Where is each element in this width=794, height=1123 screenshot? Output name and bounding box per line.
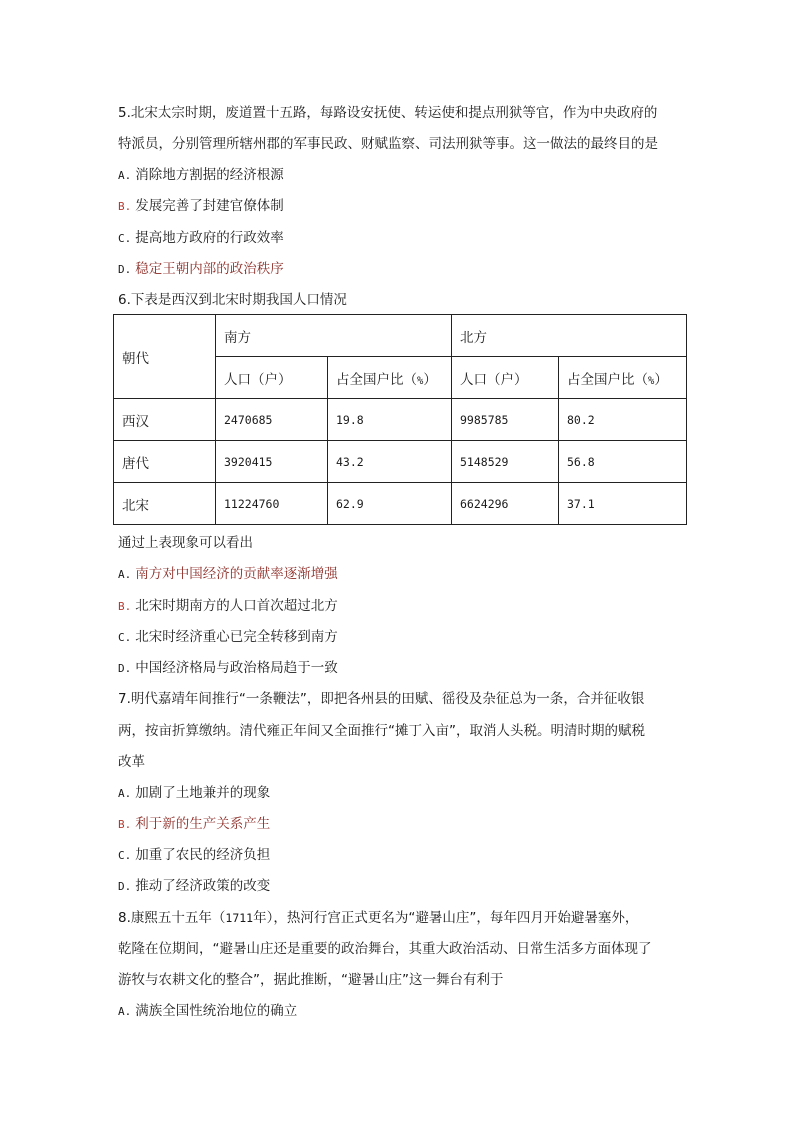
q6-option-c bbox=[118, 627, 338, 648]
option-text: 北宋时期南方的人口首次超过北方 bbox=[135, 598, 338, 614]
option-letter: A. bbox=[118, 169, 132, 182]
q6-stem: 6.下表是西汉到北宋时期我国人口情况 bbox=[118, 292, 347, 308]
q5-stem-line-2: 特派员，分别管理所辖州郡的军事民政、财赋监察、司法刑狱等事。这一做法的最终目的是 bbox=[118, 136, 658, 152]
cell-dynasty: 北宋 bbox=[114, 483, 216, 525]
q8-stem-part: 年），热河行宫正式更名为“避暑山庄”，每年四月开始避暑塞外， bbox=[253, 910, 639, 926]
cell-south-pct: 43.2 bbox=[328, 441, 452, 483]
pct-unit: % bbox=[648, 374, 655, 387]
option-text: 满族全国性统治地位的确立 bbox=[135, 1003, 298, 1019]
q6-option-b bbox=[118, 596, 338, 617]
option-text: 加剧了土地兼并的现象 bbox=[135, 785, 271, 801]
table-row bbox=[114, 483, 687, 525]
q8-stem-part: 8.康熙五十五年（ bbox=[118, 910, 226, 926]
q6-option-a bbox=[118, 564, 338, 585]
q8-stem-line-1 bbox=[118, 908, 638, 928]
q7-option-b bbox=[118, 814, 270, 835]
cell-dynasty: 西汉 bbox=[114, 399, 216, 441]
q8-stem-line-2: 乾隆在位期间，“避暑山庄还是重要的政治舞台，其重大政治活动、日常生活多方面体现了 bbox=[118, 941, 652, 957]
q5-option-a bbox=[118, 165, 284, 186]
q8-option-a bbox=[118, 1001, 297, 1022]
cell-north-pop: 6624296 bbox=[452, 483, 559, 525]
q7-stem-line-3: 改革 bbox=[118, 754, 145, 770]
cell-north-pct: 37.1 bbox=[559, 483, 687, 525]
option-letter: B. bbox=[118, 600, 132, 613]
option-letter: A. bbox=[118, 568, 132, 581]
header-north-pop: 人口（户） bbox=[452, 357, 559, 399]
option-letter: D. bbox=[118, 880, 132, 893]
pct-suffix: ） bbox=[654, 371, 668, 388]
header-north: 北方 bbox=[452, 315, 687, 357]
option-letter: B. bbox=[118, 200, 132, 213]
header-south: 南方 bbox=[216, 315, 452, 357]
option-letter: B. bbox=[118, 818, 132, 831]
pct-prefix: 占全国户比（ bbox=[336, 371, 417, 388]
option-letter: A. bbox=[118, 1005, 132, 1018]
option-letter: D. bbox=[118, 263, 132, 276]
cell-north-pct: 80.2 bbox=[559, 399, 687, 441]
header-north-pct bbox=[559, 357, 687, 399]
option-text-answer: 利于新的生产关系产生 bbox=[135, 816, 271, 832]
table-row bbox=[114, 399, 687, 441]
q5-option-c bbox=[118, 228, 284, 249]
cell-south-pop: 2470685 bbox=[216, 399, 328, 441]
q8-year: 1711 bbox=[225, 911, 254, 925]
option-letter: D. bbox=[118, 662, 132, 675]
table-row bbox=[114, 441, 687, 483]
option-text: 北宋时经济重心已完全转移到南方 bbox=[135, 629, 338, 645]
option-text: 发展完善了封建官僚体制 bbox=[135, 198, 284, 214]
header-south-pct bbox=[328, 357, 452, 399]
option-text-answer: 稳定王朝内部的政治秩序 bbox=[135, 261, 284, 277]
q5-option-d bbox=[118, 259, 284, 280]
header-dynasty: 朝代 bbox=[114, 315, 216, 399]
cell-south-pop: 3920415 bbox=[216, 441, 328, 483]
cell-dynasty: 唐代 bbox=[114, 441, 216, 483]
option-letter: A. bbox=[118, 787, 132, 800]
cell-south-pct: 19.8 bbox=[328, 399, 452, 441]
q7-option-a bbox=[118, 783, 270, 804]
population-table bbox=[113, 314, 687, 525]
pct-unit: % bbox=[417, 374, 424, 387]
q5-stem-line-1: 5.北宋太宗时期，废道置十五路，每路设安抚使、转运使和提点刑狱等官，作为中央政府的 bbox=[118, 105, 658, 121]
option-letter: C. bbox=[118, 232, 132, 245]
pct-suffix: ） bbox=[423, 371, 437, 388]
header-south-pop: 人口（户） bbox=[216, 357, 328, 399]
option-text: 推动了经济政策的改变 bbox=[135, 878, 271, 894]
option-text: 消除地方割据的经济根源 bbox=[135, 167, 284, 183]
option-text: 中国经济格局与政治格局趋于一致 bbox=[135, 660, 338, 676]
q6-after-text: 通过上表现象可以看出 bbox=[118, 535, 253, 551]
cell-north-pct: 56.8 bbox=[559, 441, 687, 483]
cell-north-pop: 9985785 bbox=[452, 399, 559, 441]
q8-stem-line-3: 游牧与农耕文化的整合”，据此推断，“避暑山庄”这一舞台有利于 bbox=[118, 972, 504, 988]
option-text: 提高地方政府的行政效率 bbox=[135, 230, 284, 246]
option-text: 加重了农民的经济负担 bbox=[135, 847, 271, 863]
pct-prefix: 占全国户比（ bbox=[567, 371, 648, 388]
q6-option-d bbox=[118, 658, 338, 679]
cell-south-pct: 62.9 bbox=[328, 483, 452, 525]
cell-south-pop: 11224760 bbox=[216, 483, 328, 525]
cell-north-pop: 5148529 bbox=[452, 441, 559, 483]
option-letter: C. bbox=[118, 849, 132, 862]
table-header-row bbox=[114, 315, 687, 357]
q5-option-b bbox=[118, 196, 284, 217]
q7-stem-line-2: 两，按亩折算缴纳。清代雍正年间又全面推行“摊丁入亩”，取消人头税。明清时期的赋税 bbox=[118, 723, 645, 739]
q7-stem-line-1: 7.明代嘉靖年间推行“一条鞭法”，即把各州县的田赋、徭役及杂征总为一条，合并征收银 bbox=[118, 691, 645, 707]
q7-option-d bbox=[118, 876, 270, 897]
q7-option-c bbox=[118, 845, 270, 866]
option-text-answer: 南方对中国经济的贡献率逐渐增强 bbox=[135, 566, 338, 582]
option-letter: C. bbox=[118, 631, 132, 644]
